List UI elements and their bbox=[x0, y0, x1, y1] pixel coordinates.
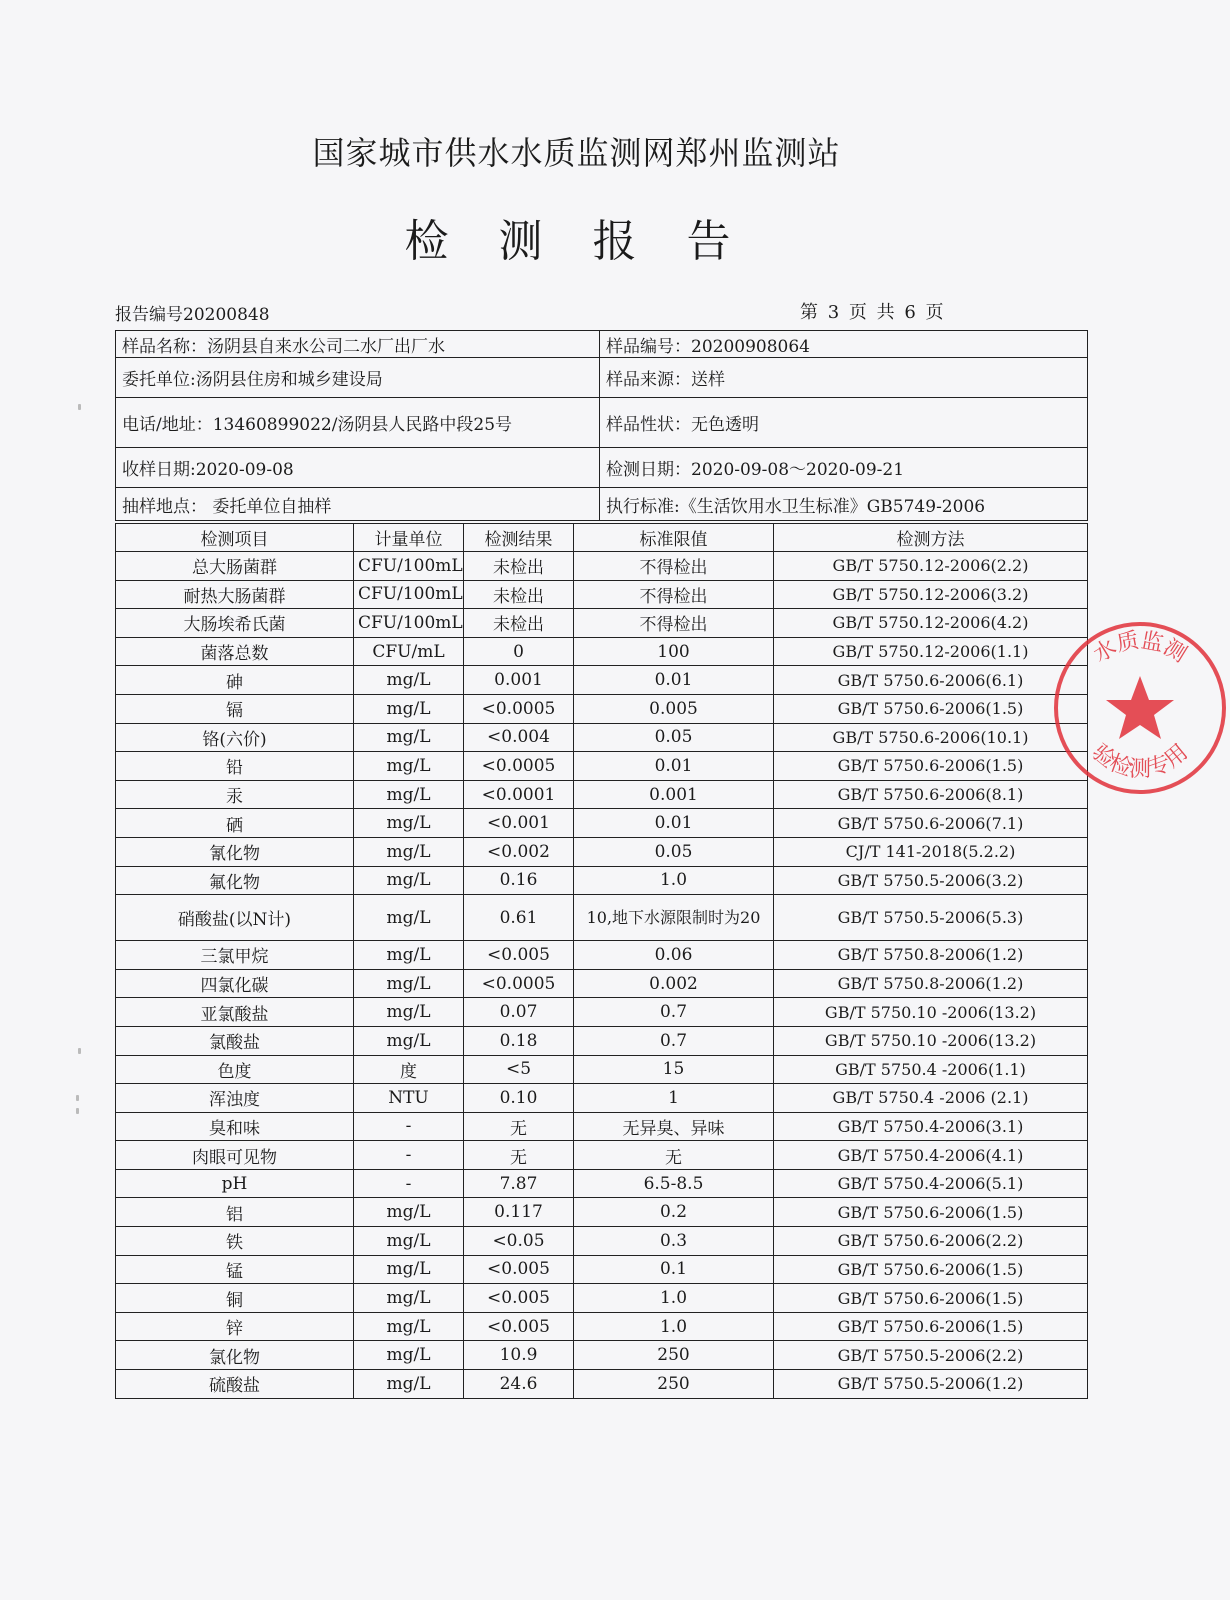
table-row bbox=[116, 1169, 1088, 1198]
result: 0.61 bbox=[464, 895, 574, 941]
table-row bbox=[116, 752, 1088, 781]
sampling-site: 抽样地点： 委托单位自抽样 bbox=[116, 488, 600, 521]
unit: mg/L bbox=[354, 1284, 464, 1313]
standard-limit: 0.2 bbox=[574, 1198, 774, 1227]
result: <0.005 bbox=[464, 1312, 574, 1341]
unit: mg/L bbox=[354, 809, 464, 838]
unit: mg/L bbox=[354, 837, 464, 866]
result: <0.05 bbox=[464, 1227, 574, 1256]
standard-limit: 0.002 bbox=[574, 969, 774, 998]
test-item: 锰 bbox=[116, 1255, 354, 1284]
test-method: GB/T 5750.12-2006(4.2) bbox=[774, 609, 1088, 638]
test-method: GB/T 5750.4-2006(5.1) bbox=[774, 1169, 1088, 1198]
organization-title: 国家城市供水水质监测网郑州监测站 bbox=[312, 134, 841, 172]
test-method: CJ/T 141-2018(5.2.2) bbox=[774, 837, 1088, 866]
test-item: 铝 bbox=[116, 1198, 354, 1227]
standard-limit: 0.7 bbox=[574, 998, 774, 1027]
column-header: 检测方法 bbox=[774, 524, 1088, 552]
unit: mg/L bbox=[354, 1312, 464, 1341]
result: <0.002 bbox=[464, 837, 574, 866]
test-method: GB/T 5750.6-2006(8.1) bbox=[774, 780, 1088, 809]
test-method: GB/T 5750.5-2006(5.3) bbox=[774, 895, 1088, 941]
result: <0.001 bbox=[464, 809, 574, 838]
table-row bbox=[116, 837, 1088, 866]
table-row bbox=[116, 1341, 1088, 1370]
test-method: GB/T 5750.6-2006(1.5) bbox=[774, 1312, 1088, 1341]
result: <5 bbox=[464, 1055, 574, 1084]
unit: mg/L bbox=[354, 895, 464, 941]
test-method: GB/T 5750.6-2006(2.2) bbox=[774, 1227, 1088, 1256]
column-header: 检测项目 bbox=[116, 524, 354, 552]
standard-limit: 0.1 bbox=[574, 1255, 774, 1284]
result: <0.0005 bbox=[464, 694, 574, 723]
table-row bbox=[116, 969, 1088, 998]
test-item: 菌落总数 bbox=[116, 637, 354, 666]
standard-limit: 100 bbox=[574, 637, 774, 666]
test-method: GB/T 5750.6-2006(7.1) bbox=[774, 809, 1088, 838]
test-method: GB/T 5750.6-2006(10.1) bbox=[774, 723, 1088, 752]
standard-limit: 0.005 bbox=[574, 694, 774, 723]
table-row bbox=[116, 1026, 1088, 1055]
test-method: GB/T 5750.4-2006(3.1) bbox=[774, 1112, 1088, 1141]
result: 0.16 bbox=[464, 866, 574, 895]
page-indicator: 第 3 页 共 6 页 bbox=[800, 302, 946, 323]
result: 无 bbox=[464, 1141, 574, 1170]
sample-name: 样品名称：汤阴县自来水公司二水厂出厂水 bbox=[116, 331, 600, 358]
standard-limit: 0.7 bbox=[574, 1026, 774, 1055]
result: <0.0005 bbox=[464, 969, 574, 998]
table-row bbox=[116, 998, 1088, 1027]
test-method: GB/T 5750.6-2006(1.5) bbox=[774, 1255, 1088, 1284]
unit: mg/L bbox=[354, 1341, 464, 1370]
seal-text-bottom: 验检测专用 bbox=[1087, 739, 1193, 783]
test-item: 铜 bbox=[116, 1284, 354, 1313]
unit: - bbox=[354, 1112, 464, 1141]
result: 未检出 bbox=[464, 609, 574, 638]
unit: mg/L bbox=[354, 1370, 464, 1399]
standard-limit: 1.0 bbox=[574, 1284, 774, 1313]
test-item: 汞 bbox=[116, 780, 354, 809]
standard-limit: 15 bbox=[574, 1055, 774, 1084]
unit: mg/L bbox=[354, 723, 464, 752]
unit: mg/L bbox=[354, 694, 464, 723]
seal-text-top: 水质监测 bbox=[1089, 628, 1191, 668]
result: <0.005 bbox=[464, 941, 574, 970]
test-method: GB/T 5750.5-2006(3.2) bbox=[774, 866, 1088, 895]
table-row bbox=[116, 1255, 1088, 1284]
result: 0.117 bbox=[464, 1198, 574, 1227]
result: 24.6 bbox=[464, 1370, 574, 1399]
test-item: 四氯化碳 bbox=[116, 969, 354, 998]
test-item: 浑浊度 bbox=[116, 1084, 354, 1113]
test-method: GB/T 5750.5-2006(2.2) bbox=[774, 1341, 1088, 1370]
unit: - bbox=[354, 1141, 464, 1170]
result: 未检出 bbox=[464, 580, 574, 609]
svg-text:验检测专用 bbox=[1087, 740, 1193, 782]
test-item: pH bbox=[116, 1169, 354, 1198]
test-item: 三氯甲烷 bbox=[116, 941, 354, 970]
test-item: 氯酸盐 bbox=[116, 1026, 354, 1055]
standard-limit: 1 bbox=[574, 1084, 774, 1113]
test-method: GB/T 5750.12-2006(2.2) bbox=[774, 552, 1088, 581]
test-item: 镉 bbox=[116, 694, 354, 723]
table-row bbox=[116, 666, 1088, 695]
test-method: GB/T 5750.6-2006(6.1) bbox=[774, 666, 1088, 695]
test-method: GB/T 5750.4 -2006 (2.1) bbox=[774, 1084, 1088, 1113]
test-item: 硝酸盐(以N计) bbox=[116, 895, 354, 941]
standard-limit: 10,地下水源限制时为20 bbox=[574, 895, 774, 941]
standard-limit: 不得检出 bbox=[574, 580, 774, 609]
standard-limit: 0.05 bbox=[574, 837, 774, 866]
result: 未检出 bbox=[464, 552, 574, 581]
unit: 度 bbox=[354, 1055, 464, 1084]
table-row bbox=[116, 1227, 1088, 1256]
table-row bbox=[116, 866, 1088, 895]
test-method: GB/T 5750.8-2006(1.2) bbox=[774, 969, 1088, 998]
test-item: 铅 bbox=[116, 752, 354, 781]
table-row bbox=[116, 1284, 1088, 1313]
test-item: 氟化物 bbox=[116, 866, 354, 895]
unit: mg/L bbox=[354, 780, 464, 809]
test-item: 亚氯酸盐 bbox=[116, 998, 354, 1027]
standard-limit: 0.01 bbox=[574, 752, 774, 781]
document-title: 检 测 报 告 bbox=[404, 216, 749, 267]
sample-source: 样品来源：送样 bbox=[600, 358, 1088, 398]
test-item: 臭和味 bbox=[116, 1112, 354, 1141]
standard-limit: 250 bbox=[574, 1370, 774, 1399]
test-item: 砷 bbox=[116, 666, 354, 695]
receive-date: 收样日期:2020-09-08 bbox=[116, 448, 600, 488]
standard-limit: 不得检出 bbox=[574, 552, 774, 581]
report-number: 报告编号20200848 bbox=[115, 305, 270, 325]
table-row bbox=[116, 780, 1088, 809]
table-row bbox=[116, 1112, 1088, 1141]
table-row bbox=[116, 1198, 1088, 1227]
test-date: 检测日期：2020-09-08～2020-09-21 bbox=[600, 448, 1088, 488]
test-item: 铁 bbox=[116, 1227, 354, 1256]
test-item: 铬(六价) bbox=[116, 723, 354, 752]
test-item: 肉眼可见物 bbox=[116, 1141, 354, 1170]
table-row bbox=[116, 1055, 1088, 1084]
unit: mg/L bbox=[354, 1198, 464, 1227]
unit: mg/L bbox=[354, 998, 464, 1027]
test-item: 耐热大肠菌群 bbox=[116, 580, 354, 609]
result: <0.0001 bbox=[464, 780, 574, 809]
standard-limit: 1.0 bbox=[574, 866, 774, 895]
table-row bbox=[116, 1141, 1088, 1170]
standard-limit: 1.0 bbox=[574, 1312, 774, 1341]
test-method: GB/T 5750.10 -2006(13.2) bbox=[774, 998, 1088, 1027]
table-row bbox=[116, 1084, 1088, 1113]
standard-limit: 0.06 bbox=[574, 941, 774, 970]
test-method: GB/T 5750.4-2006(4.1) bbox=[774, 1141, 1088, 1170]
sample-number: 样品编号：20200908064 bbox=[600, 331, 1088, 358]
table-row bbox=[116, 941, 1088, 970]
test-item: 大肠埃希氏菌 bbox=[116, 609, 354, 638]
unit: mg/L bbox=[354, 866, 464, 895]
standard-limit: 0.01 bbox=[574, 809, 774, 838]
unit: NTU bbox=[354, 1084, 464, 1113]
test-method: GB/T 5750.6-2006(1.5) bbox=[774, 1284, 1088, 1313]
star-icon bbox=[1106, 676, 1174, 739]
standard-limit: 无 bbox=[574, 1141, 774, 1170]
column-header: 计量单位 bbox=[354, 524, 464, 552]
standard-limit: 250 bbox=[574, 1341, 774, 1370]
unit: mg/L bbox=[354, 1026, 464, 1055]
result: 0.18 bbox=[464, 1026, 574, 1055]
test-item: 锌 bbox=[116, 1312, 354, 1341]
test-method: GB/T 5750.6-2006(1.5) bbox=[774, 1198, 1088, 1227]
unit: - bbox=[354, 1169, 464, 1198]
standard-limit: 0.05 bbox=[574, 723, 774, 752]
result: <0.005 bbox=[464, 1284, 574, 1313]
test-method: GB/T 5750.8-2006(1.2) bbox=[774, 941, 1088, 970]
sample-property: 样品性状：无色透明 bbox=[600, 398, 1088, 448]
test-method: GB/T 5750.6-2006(1.5) bbox=[774, 694, 1088, 723]
result: 10.9 bbox=[464, 1341, 574, 1370]
standard-limit: 6.5-8.5 bbox=[574, 1169, 774, 1198]
table-row bbox=[116, 1312, 1088, 1341]
standard-limit: 0.001 bbox=[574, 780, 774, 809]
table-row bbox=[116, 694, 1088, 723]
standard-limit: 无异臭、异味 bbox=[574, 1112, 774, 1141]
test-method: GB/T 5750.6-2006(1.5) bbox=[774, 752, 1088, 781]
test-item: 硫酸盐 bbox=[116, 1370, 354, 1399]
header-row bbox=[116, 524, 1088, 552]
table-row bbox=[116, 895, 1088, 941]
applied-standard: 执行标准:《生活饮用水卫生标准》GB5749-2006 bbox=[600, 488, 1088, 521]
result: 0.001 bbox=[464, 666, 574, 695]
standard-limit: 0.3 bbox=[574, 1227, 774, 1256]
standard-limit: 0.01 bbox=[574, 666, 774, 695]
unit: mg/L bbox=[354, 969, 464, 998]
unit: CFU/100mL bbox=[354, 609, 464, 638]
unit: CFU/100mL bbox=[354, 552, 464, 581]
unit: mg/L bbox=[354, 666, 464, 695]
table-row bbox=[116, 580, 1088, 609]
contact-address: 电话/地址：13460899022/汤阴县人民路中段25号 bbox=[116, 398, 600, 448]
result: 0.10 bbox=[464, 1084, 574, 1113]
client-unit: 委托单位:汤阴县住房和城乡建设局 bbox=[116, 358, 600, 398]
unit: CFU/100mL bbox=[354, 580, 464, 609]
test-item: 色度 bbox=[116, 1055, 354, 1084]
result: <0.004 bbox=[464, 723, 574, 752]
table-row bbox=[116, 637, 1088, 666]
test-method: GB/T 5750.12-2006(1.1) bbox=[774, 637, 1088, 666]
table-row bbox=[116, 552, 1088, 581]
test-method: GB/T 5750.12-2006(3.2) bbox=[774, 580, 1088, 609]
standard-limit: 不得检出 bbox=[574, 609, 774, 638]
svg-text:水质监测 bbox=[1089, 628, 1190, 667]
column-header: 检测结果 bbox=[464, 524, 574, 552]
unit: mg/L bbox=[354, 941, 464, 970]
test-item: 氯化物 bbox=[116, 1341, 354, 1370]
unit: mg/L bbox=[354, 1227, 464, 1256]
result: 0.07 bbox=[464, 998, 574, 1027]
unit: mg/L bbox=[354, 1255, 464, 1284]
result: <0.0005 bbox=[464, 752, 574, 781]
test-item: 总大肠菌群 bbox=[116, 552, 354, 581]
table-row bbox=[116, 809, 1088, 838]
unit: CFU/mL bbox=[354, 637, 464, 666]
table-row bbox=[116, 1370, 1088, 1399]
test-method: GB/T 5750.4 -2006(1.1) bbox=[774, 1055, 1088, 1084]
table-row bbox=[116, 609, 1088, 638]
results-table bbox=[115, 523, 1088, 1399]
test-method: GB/T 5750.10 -2006(13.2) bbox=[774, 1026, 1088, 1055]
result: <0.005 bbox=[464, 1255, 574, 1284]
column-header: 标准限值 bbox=[574, 524, 774, 552]
table-row bbox=[116, 723, 1088, 752]
test-method: GB/T 5750.5-2006(1.2) bbox=[774, 1370, 1088, 1399]
test-item: 硒 bbox=[116, 809, 354, 838]
unit: mg/L bbox=[354, 752, 464, 781]
sample-info-table bbox=[115, 330, 1088, 521]
result: 无 bbox=[464, 1112, 574, 1141]
result: 0 bbox=[464, 637, 574, 666]
test-item: 氰化物 bbox=[116, 837, 354, 866]
result: 7.87 bbox=[464, 1169, 574, 1198]
